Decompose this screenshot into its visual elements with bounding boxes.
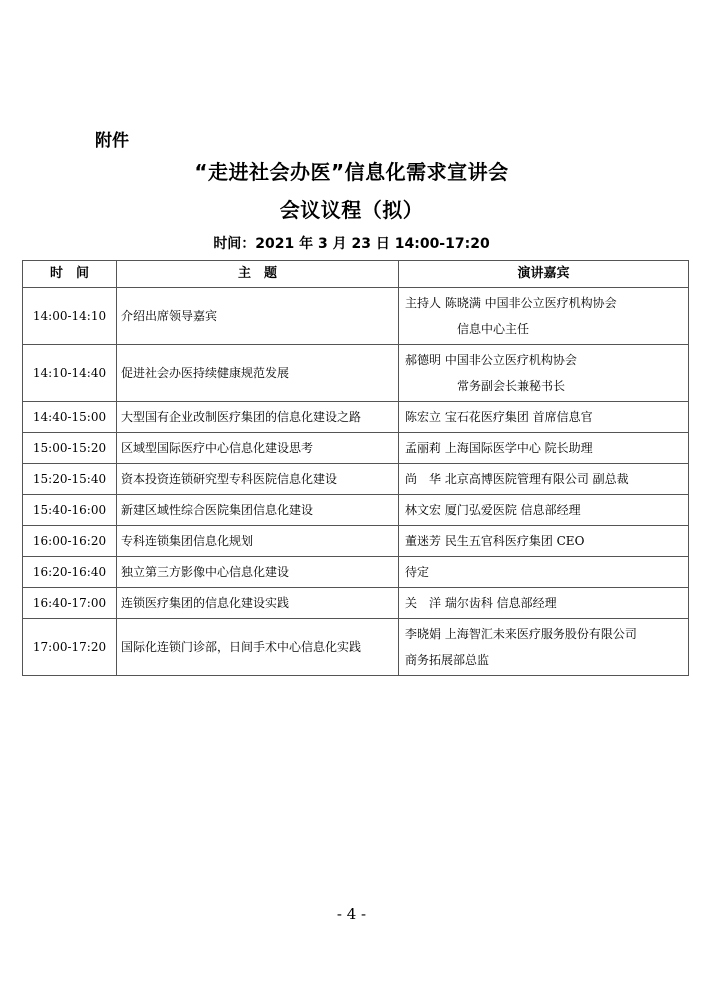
row-time: 15:20-15:40: [23, 464, 117, 495]
row-time: 15:00-15:20: [23, 433, 117, 464]
agenda-row: [23, 588, 689, 619]
row-speaker: [399, 619, 689, 676]
row-speaker: [399, 345, 689, 402]
agenda-row: [23, 557, 689, 588]
agenda-row: [23, 288, 689, 345]
agenda-row: [23, 402, 689, 433]
row-topic: 国际化连锁门诊部，日间手术中心信息化实践: [117, 619, 399, 676]
row-topic: 资本投资连锁研究型专科医院信息化建设: [117, 464, 399, 495]
row-time: 14:10-14:40: [23, 345, 117, 402]
row-speaker: 林文宏 厦门弘爱医院 信息部经理: [399, 495, 689, 526]
row-topic: 新建区域性综合医院集团信息化建设: [117, 495, 399, 526]
document-title: “走进社会办医”信息化需求宣讲会: [194, 160, 509, 184]
header-time: 时 间: [23, 261, 117, 288]
speaker-title-line: 信息中心主任: [457, 322, 530, 336]
row-topic: 促进社会办医持续健康规范发展: [117, 345, 399, 402]
row-topic: 独立第三方影像中心信息化建设: [117, 557, 399, 588]
page-number: - 4 -: [336, 905, 367, 923]
header-speaker: 演讲嘉宾: [399, 261, 689, 288]
row-time: 16:00-16:20: [23, 526, 117, 557]
row-speaker: 尚 华 北京高博医院管理有限公司 副总裁: [399, 464, 689, 495]
row-topic: 大型国有企业改制医疗集团的信息化建设之路: [117, 402, 399, 433]
speaker-title-line: 商务拓展部总监: [405, 653, 490, 667]
row-speaker: 董迷芳 民生五官科医疗集团 CEO: [399, 526, 689, 557]
row-speaker: 待定: [399, 557, 689, 588]
agenda-row: [23, 619, 689, 676]
agenda-row: [23, 433, 689, 464]
row-speaker: 陈宏立 宝石花医疗集团 首席信息官: [399, 402, 689, 433]
agenda-row: [23, 526, 689, 557]
agenda-row: [23, 345, 689, 402]
speaker-line: 郝德明 中国非公立医疗机构协会: [405, 353, 577, 367]
attachment-label: 附件: [95, 131, 129, 151]
row-speaker: 孟丽莉 上海国际医学中心 院长助理: [399, 433, 689, 464]
document-subtitle: 会议议程（拟）: [279, 198, 424, 222]
meeting-time: 时间：2021 年 3 月 23 日 14:00-17:20: [213, 236, 490, 252]
agenda-header-row: [23, 261, 689, 288]
row-time: 16:20-16:40: [23, 557, 117, 588]
row-speaker: 关 洋 瑞尔齿科 信息部经理: [399, 588, 689, 619]
agenda-row: [23, 495, 689, 526]
row-topic: 连锁医疗集团的信息化建设实践: [117, 588, 399, 619]
row-topic: 区域型国际医疗中心信息化建设思考: [117, 433, 399, 464]
row-speaker: [399, 288, 689, 345]
speaker-line: 主持人 陈晓满 中国非公立医疗机构协会: [405, 296, 617, 310]
header-topic: 主 题: [117, 261, 399, 288]
row-topic: 专科连锁集团信息化规划: [117, 526, 399, 557]
row-time: 17:00-17:20: [23, 619, 117, 676]
row-time: 14:00-14:10: [23, 288, 117, 345]
agenda-table: [22, 260, 689, 676]
row-time: 15:40-16:00: [23, 495, 117, 526]
agenda-row: [23, 464, 689, 495]
row-time: 16:40-17:00: [23, 588, 117, 619]
row-topic: 介绍出席领导嘉宾: [117, 288, 399, 345]
row-time: 14:40-15:00: [23, 402, 117, 433]
speaker-line: 李晓娟 上海智汇未来医疗服务股份有限公司: [405, 627, 637, 641]
speaker-title-line: 常务副会长兼秘书长: [457, 379, 566, 393]
